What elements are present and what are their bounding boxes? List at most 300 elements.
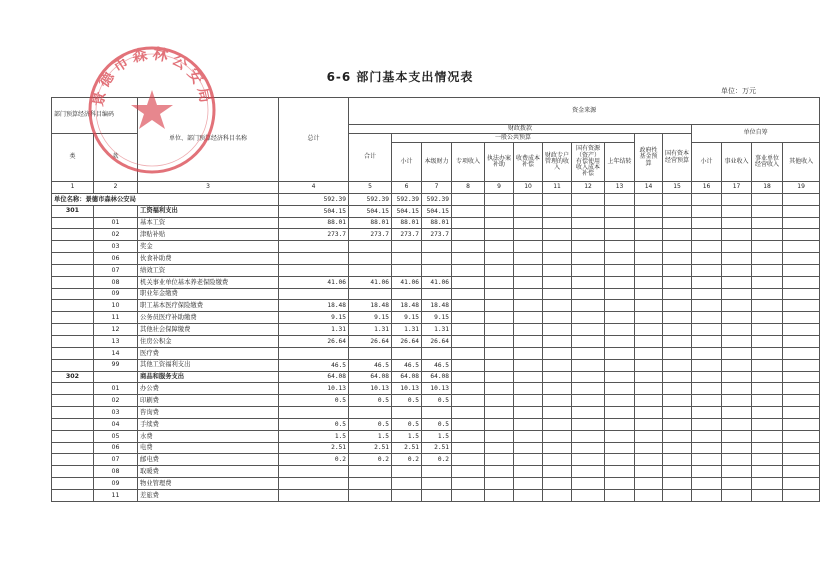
subtotal-value <box>349 264 392 276</box>
item-code: 07 <box>94 454 138 466</box>
column-number: 19 <box>783 182 820 194</box>
subtotal-value <box>349 253 392 265</box>
class-code <box>52 312 94 324</box>
empty-cell <box>635 430 663 442</box>
empty-cell <box>514 359 543 371</box>
item-code: 02 <box>94 395 138 407</box>
column-number: 8 <box>452 182 485 194</box>
empty-cell <box>722 347 752 359</box>
empty-cell <box>692 395 722 407</box>
empty-cell <box>663 395 692 407</box>
current-value <box>422 478 452 490</box>
current-value <box>422 264 452 276</box>
column-number: 12 <box>572 182 605 194</box>
empty-cell <box>635 395 663 407</box>
subtotal-value <box>349 478 392 490</box>
empty-cell <box>635 276 663 288</box>
table-row <box>52 241 820 253</box>
item-name: 基本工资 <box>138 217 279 229</box>
empty-cell <box>572 241 605 253</box>
empty-cell <box>543 478 572 490</box>
empty-cell <box>605 300 635 312</box>
empty-cell <box>485 442 514 454</box>
header-current-fiscal: 本级财力 <box>422 143 452 182</box>
empty-cell <box>635 229 663 241</box>
header-business-income: 事业收入 <box>722 143 752 182</box>
class-code <box>52 335 94 347</box>
header-public-budget: 一般公共预算 <box>392 134 635 143</box>
column-number: 14 <box>635 182 663 194</box>
empty-cell <box>452 442 485 454</box>
header-special-mgmt: 财政专户管理的收入 <box>543 143 572 182</box>
item-name: 办公费 <box>138 383 279 395</box>
small-value: 26.64 <box>392 335 422 347</box>
empty-cell <box>692 288 722 300</box>
empty-cell <box>783 205 820 217</box>
item-code: 09 <box>94 288 138 300</box>
empty-cell <box>452 264 485 276</box>
empty-cell <box>663 253 692 265</box>
subtotal-value <box>349 407 392 419</box>
empty-cell <box>752 395 783 407</box>
total-value <box>279 241 349 253</box>
empty-cell <box>605 430 635 442</box>
empty-cell <box>605 217 635 229</box>
empty-cell <box>485 418 514 430</box>
header-item: 款 <box>94 134 138 182</box>
small-value <box>392 489 422 501</box>
empty-cell <box>452 253 485 265</box>
small-value <box>392 241 422 253</box>
class-code <box>52 264 94 276</box>
total-value: 88.01 <box>279 217 349 229</box>
empty-cell <box>635 300 663 312</box>
total-value <box>279 466 349 478</box>
table-row <box>52 229 820 241</box>
empty-cell <box>663 407 692 419</box>
empty-cell <box>605 276 635 288</box>
empty-cell <box>572 253 605 265</box>
empty-cell <box>692 193 722 205</box>
empty-cell <box>605 264 635 276</box>
header-fiscal: 财政拨款 <box>349 125 692 134</box>
empty-cell <box>543 217 572 229</box>
item-code <box>94 205 138 217</box>
empty-cell <box>514 442 543 454</box>
item-name: 工资福利支出 <box>138 205 279 217</box>
subtotal-value: 18.48 <box>349 300 392 312</box>
empty-cell <box>572 466 605 478</box>
empty-cell <box>783 454 820 466</box>
column-number: 4 <box>279 182 349 194</box>
empty-cell <box>452 383 485 395</box>
column-number: 5 <box>349 182 392 194</box>
table-row <box>52 312 820 324</box>
current-value: 0.5 <box>422 418 452 430</box>
empty-cell <box>783 217 820 229</box>
header-state-capital: 国有资本经营预算 <box>663 134 692 182</box>
empty-cell <box>485 489 514 501</box>
empty-cell <box>722 466 752 478</box>
empty-cell <box>783 193 820 205</box>
item-code: 09 <box>94 478 138 490</box>
subtotal-value <box>349 489 392 501</box>
empty-cell <box>572 395 605 407</box>
item-name: 取暖费 <box>138 466 279 478</box>
total-value <box>279 407 349 419</box>
subtotal-value <box>349 466 392 478</box>
small-value: 1.5 <box>392 430 422 442</box>
empty-cell <box>635 241 663 253</box>
seal-text: 景德市森林公安局 <box>88 44 216 109</box>
table-row <box>52 418 820 430</box>
class-code <box>52 407 94 419</box>
header-code-group: 部门预算经济科目编码 <box>52 98 138 134</box>
class-code <box>52 359 94 371</box>
empty-cell <box>752 407 783 419</box>
empty-cell <box>722 288 752 300</box>
empty-cell <box>783 359 820 371</box>
empty-cell <box>485 205 514 217</box>
unit-summary-row <box>52 193 820 205</box>
empty-cell <box>692 442 722 454</box>
empty-cell <box>452 217 485 229</box>
empty-cell <box>752 478 783 490</box>
empty-cell <box>635 217 663 229</box>
empty-cell <box>543 253 572 265</box>
small-value: 0.5 <box>392 395 422 407</box>
empty-cell <box>543 418 572 430</box>
header-special-income: 专项收入 <box>452 143 485 182</box>
current-value <box>422 253 452 265</box>
empty-cell <box>692 347 722 359</box>
empty-cell <box>452 407 485 419</box>
empty-cell <box>752 324 783 336</box>
item-name: 差旅费 <box>138 489 279 501</box>
empty-cell <box>635 193 663 205</box>
class-code <box>52 383 94 395</box>
empty-cell <box>452 324 485 336</box>
small-value: 64.08 <box>392 371 422 383</box>
column-number: 1 <box>52 182 94 194</box>
total-value: 26.64 <box>279 335 349 347</box>
empty-cell <box>783 418 820 430</box>
empty-cell <box>663 442 692 454</box>
subtotal-value: 273.7 <box>349 229 392 241</box>
table-title: 6-6 部门基本支出情况表 <box>326 70 474 84</box>
empty-cell <box>692 229 722 241</box>
empty-cell <box>514 253 543 265</box>
empty-cell <box>752 430 783 442</box>
table-row <box>52 466 820 478</box>
empty-cell <box>485 253 514 265</box>
class-code <box>52 253 94 265</box>
empty-cell <box>543 454 572 466</box>
total-value: 0.5 <box>279 418 349 430</box>
item-code <box>94 371 138 383</box>
empty-cell <box>514 335 543 347</box>
item-name: 印刷费 <box>138 395 279 407</box>
current-value: 273.7 <box>422 229 452 241</box>
empty-cell <box>663 383 692 395</box>
empty-cell <box>722 312 752 324</box>
small-value: 0.5 <box>392 418 422 430</box>
empty-cell <box>635 418 663 430</box>
empty-cell <box>663 371 692 383</box>
empty-cell <box>452 347 485 359</box>
header-sub-unit-income: 事业单位经营收入 <box>752 143 783 182</box>
empty-cell <box>635 312 663 324</box>
empty-cell <box>452 241 485 253</box>
header-total: 总计 <box>279 98 349 182</box>
column-number: 7 <box>422 182 452 194</box>
empty-cell <box>605 371 635 383</box>
small-value: 273.7 <box>392 229 422 241</box>
unit-total: 592.39 <box>279 193 349 205</box>
item-name: 职业年金缴费 <box>138 288 279 300</box>
empty-cell <box>543 395 572 407</box>
empty-cell <box>722 407 752 419</box>
empty-cell <box>514 312 543 324</box>
subtotal-value <box>349 241 392 253</box>
class-code <box>52 229 94 241</box>
current-value: 0.2 <box>422 454 452 466</box>
subtotal-value: 0.5 <box>349 418 392 430</box>
empty-cell <box>514 229 543 241</box>
table-row <box>52 300 820 312</box>
empty-cell <box>635 264 663 276</box>
header-exec-fee: 执法办案补助 <box>485 143 514 182</box>
empty-cell <box>722 217 752 229</box>
empty-cell <box>452 300 485 312</box>
empty-cell <box>783 241 820 253</box>
subtotal-value: 1.5 <box>349 430 392 442</box>
empty-cell <box>722 241 752 253</box>
item-name: 水费 <box>138 430 279 442</box>
empty-cell <box>635 347 663 359</box>
empty-cell <box>605 205 635 217</box>
item-name: 津贴补贴 <box>138 229 279 241</box>
empty-cell <box>722 264 752 276</box>
empty-cell <box>635 407 663 419</box>
item-code: 07 <box>94 264 138 276</box>
empty-cell <box>485 466 514 478</box>
empty-cell <box>663 229 692 241</box>
subtotal-value: 2.51 <box>349 442 392 454</box>
empty-cell <box>752 466 783 478</box>
small-value: 1.31 <box>392 324 422 336</box>
empty-cell <box>452 193 485 205</box>
current-value: 41.06 <box>422 276 452 288</box>
class-code: 302 <box>52 371 94 383</box>
item-code: 01 <box>94 383 138 395</box>
total-value: 0.2 <box>279 454 349 466</box>
empty-cell <box>783 347 820 359</box>
empty-cell <box>752 205 783 217</box>
empty-cell <box>452 430 485 442</box>
current-value: 18.48 <box>422 300 452 312</box>
empty-cell <box>635 288 663 300</box>
empty-cell <box>572 324 605 336</box>
empty-cell <box>514 264 543 276</box>
header-self-raised: 单位自筹 <box>692 125 820 143</box>
total-value: 504.15 <box>279 205 349 217</box>
empty-cell <box>452 395 485 407</box>
header-fiscal-subtotal: 合计 <box>349 134 392 182</box>
item-code: 08 <box>94 276 138 288</box>
item-name: 机关事业单位基本养老保险缴费 <box>138 276 279 288</box>
table-row <box>52 217 820 229</box>
empty-cell <box>514 205 543 217</box>
current-value: 0.5 <box>422 395 452 407</box>
table-row <box>52 347 820 359</box>
small-value: 2.51 <box>392 442 422 454</box>
empty-cell <box>722 253 752 265</box>
class-code <box>52 430 94 442</box>
current-value <box>422 466 452 478</box>
empty-cell <box>514 347 543 359</box>
empty-cell <box>605 288 635 300</box>
small-value <box>392 253 422 265</box>
empty-cell <box>635 489 663 501</box>
empty-cell <box>692 300 722 312</box>
empty-cell <box>692 430 722 442</box>
item-code: 99 <box>94 359 138 371</box>
item-code: 03 <box>94 407 138 419</box>
empty-cell <box>635 253 663 265</box>
class-code <box>52 276 94 288</box>
empty-cell <box>514 454 543 466</box>
empty-cell <box>543 288 572 300</box>
empty-cell <box>663 205 692 217</box>
item-code: 13 <box>94 335 138 347</box>
empty-cell <box>692 359 722 371</box>
item-name: 医疗费 <box>138 347 279 359</box>
empty-cell <box>752 335 783 347</box>
empty-cell <box>605 193 635 205</box>
empty-cell <box>572 418 605 430</box>
total-value: 2.51 <box>279 442 349 454</box>
empty-cell <box>514 241 543 253</box>
empty-cell <box>485 276 514 288</box>
empty-cell <box>722 276 752 288</box>
empty-cell <box>514 418 543 430</box>
empty-cell <box>635 205 663 217</box>
empty-cell <box>663 335 692 347</box>
small-value: 46.5 <box>392 359 422 371</box>
empty-cell <box>452 288 485 300</box>
subtotal-value: 1.31 <box>349 324 392 336</box>
empty-cell <box>543 430 572 442</box>
empty-cell <box>605 407 635 419</box>
empty-cell <box>663 466 692 478</box>
empty-cell <box>485 383 514 395</box>
empty-cell <box>485 324 514 336</box>
empty-cell <box>543 205 572 217</box>
empty-cell <box>605 241 635 253</box>
class-code <box>52 241 94 253</box>
column-number: 11 <box>543 182 572 194</box>
subtotal-value: 0.5 <box>349 395 392 407</box>
empty-cell <box>572 454 605 466</box>
empty-cell <box>752 276 783 288</box>
column-number: 6 <box>392 182 422 194</box>
current-value <box>422 241 452 253</box>
small-value <box>392 347 422 359</box>
empty-cell <box>452 478 485 490</box>
item-code: 06 <box>94 442 138 454</box>
empty-cell <box>752 193 783 205</box>
empty-cell <box>783 264 820 276</box>
empty-cell <box>543 383 572 395</box>
small-value: 0.2 <box>392 454 422 466</box>
empty-cell <box>572 300 605 312</box>
empty-cell <box>663 217 692 229</box>
table-row <box>52 442 820 454</box>
empty-cell <box>514 217 543 229</box>
empty-cell <box>752 264 783 276</box>
empty-cell <box>514 324 543 336</box>
subtotal-value: 10.13 <box>349 383 392 395</box>
empty-cell <box>485 241 514 253</box>
empty-cell <box>514 489 543 501</box>
empty-cell <box>783 312 820 324</box>
subtotal-value: 64.08 <box>349 371 392 383</box>
header-fund-source: 资金来源 <box>349 98 820 125</box>
empty-cell <box>605 478 635 490</box>
item-name: 其他社会保障缴费 <box>138 324 279 336</box>
item-name: 电费 <box>138 442 279 454</box>
empty-cell <box>752 253 783 265</box>
empty-cell <box>514 383 543 395</box>
small-value: 41.06 <box>392 276 422 288</box>
empty-cell <box>543 371 572 383</box>
empty-cell <box>692 335 722 347</box>
empty-cell <box>635 371 663 383</box>
empty-cell <box>543 442 572 454</box>
table-row <box>52 205 820 217</box>
empty-cell <box>572 217 605 229</box>
empty-cell <box>692 383 722 395</box>
item-name: 手续费 <box>138 418 279 430</box>
empty-cell <box>692 478 722 490</box>
empty-cell <box>722 300 752 312</box>
total-value: 10.13 <box>279 383 349 395</box>
empty-cell <box>543 241 572 253</box>
item-name: 奖金 <box>138 241 279 253</box>
unit-small: 592.39 <box>392 193 422 205</box>
empty-cell <box>722 324 752 336</box>
empty-cell <box>752 241 783 253</box>
empty-cell <box>783 288 820 300</box>
subtotal-value <box>349 347 392 359</box>
table-row <box>52 383 820 395</box>
empty-cell <box>543 335 572 347</box>
item-code: 10 <box>94 300 138 312</box>
table-row <box>52 288 820 300</box>
item-code: 03 <box>94 241 138 253</box>
current-value <box>422 407 452 419</box>
empty-cell <box>485 288 514 300</box>
total-value: 9.15 <box>279 312 349 324</box>
empty-cell <box>605 324 635 336</box>
empty-cell <box>452 454 485 466</box>
item-code: 01 <box>94 217 138 229</box>
empty-cell <box>572 264 605 276</box>
item-name: 咨询费 <box>138 407 279 419</box>
subtotal-value <box>349 288 392 300</box>
table-row <box>52 407 820 419</box>
